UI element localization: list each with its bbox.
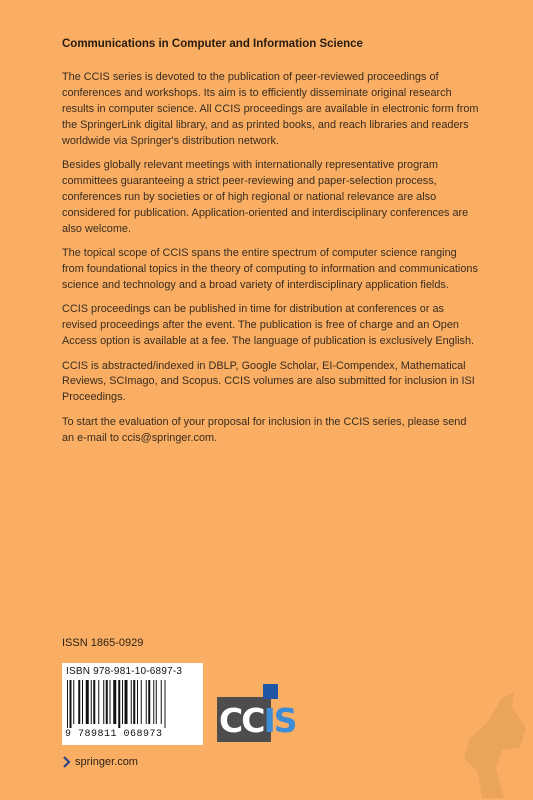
barcode-bar bbox=[153, 680, 154, 724]
barcode-bar bbox=[141, 680, 142, 724]
barcode-bar bbox=[78, 680, 80, 724]
springer-link[interactable] bbox=[62, 756, 138, 768]
barcode-bar bbox=[73, 680, 74, 724]
logo-text: CCIS bbox=[219, 701, 296, 740]
barcode-bar bbox=[98, 680, 99, 724]
barcode-bar bbox=[110, 680, 111, 724]
barcode-bar bbox=[86, 680, 89, 724]
barcode-bar bbox=[165, 680, 166, 728]
barcode-bar bbox=[113, 680, 116, 724]
barcode-bar bbox=[161, 680, 162, 724]
barcode-bar bbox=[91, 680, 92, 724]
paragraph-5: CCIS is abstracted/indexed in DBLP, Google Scholar, EI-Compendex, Mathematical Reviews, SCImago, and Scopus. CCIS volumes are also submitted for inclusion in ISI Proceedings. bbox=[62, 359, 475, 404]
paragraph-3: The topical scope of CCIS spans the entire spectrum of computer science ranging from foundational topics in the theory of computing to information and communications science and technology and a broad variety of interdisciplinary application fields. bbox=[62, 247, 478, 291]
barcode-bars bbox=[65, 680, 200, 728]
barcode-bar bbox=[122, 680, 123, 724]
paragraph-4: CCIS proceedings can be published in time for distribution at conferences or as revised proceedings after the event. The publication is free of charge and an Open Access option is available at a fee. The language of publication is exclusively English. bbox=[62, 303, 475, 348]
isbn-number: ISBN 978-981-10-6897-3 bbox=[66, 666, 183, 677]
paragraph-1: The CCIS series is devoted to the publication of peer-reviewed proceedings of conferences and workshops. Its aim is to efficiently disseminate original research results in computer science. All CCIS proceedings are available in electronic form from the SpringerLink digital library, and as printed books, and reach libraries and readers worldwide via Springer's distribution network. bbox=[62, 71, 479, 147]
ccis-logo bbox=[217, 684, 295, 744]
barcode-bar bbox=[70, 680, 72, 728]
barcode-bar bbox=[93, 680, 95, 724]
barcode-bar bbox=[146, 680, 147, 724]
issn-number: ISSN 1865-0929 bbox=[62, 637, 144, 649]
series-title: Communications in Computer and Information Science bbox=[62, 38, 363, 50]
barcode-bar bbox=[148, 680, 150, 724]
springer-horse-icon bbox=[442, 688, 533, 800]
barcode-bar bbox=[137, 680, 138, 724]
barcode-bar bbox=[133, 680, 135, 724]
paragraph-6: To start the evaluation of your proposal for inclusion in the CCIS series, please send an e-mail to ccis@springer.com. bbox=[62, 415, 467, 444]
logo-blue-square bbox=[263, 684, 278, 699]
barcode-bar bbox=[125, 680, 128, 724]
barcode-bar bbox=[103, 680, 104, 724]
springer-link-label: springer.com bbox=[75, 756, 138, 768]
series-description bbox=[62, 70, 480, 455]
barcode-bar bbox=[67, 680, 68, 728]
paragraph-2: Besides globally relevant meetings with internationally representative program committees guaranteeing a strict peer-reviewing and paper-selection process, conferences run by societies or of high regional or national relevance are also considered for publication. Application-oriented and interdisciplinary conferences are also welcome. bbox=[62, 159, 469, 235]
chevron-right-icon bbox=[62, 756, 71, 768]
barcode bbox=[62, 663, 203, 745]
barcode-bar bbox=[106, 680, 108, 724]
barcode-bar bbox=[118, 680, 120, 728]
barcode-bar bbox=[131, 680, 132, 724]
barcode-bar bbox=[82, 680, 83, 724]
barcode-digits: 9 789811 068973 bbox=[65, 729, 163, 740]
barcode-bar bbox=[156, 680, 157, 724]
